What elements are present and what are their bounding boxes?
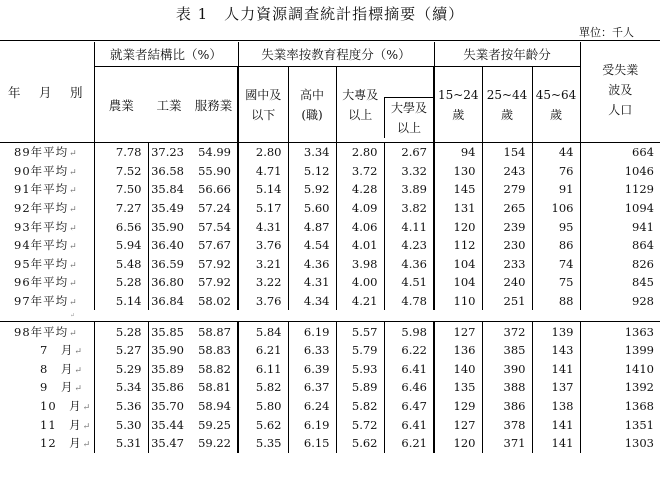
cell-a1524: 127	[434, 322, 482, 341]
cell-a2544: 240	[482, 273, 532, 292]
cell-agri: 5.48	[94, 255, 148, 274]
header-affected-line1: 波及	[608, 83, 633, 97]
cell-ind: 35.70	[148, 397, 190, 416]
cell-ind: 37.23	[148, 143, 190, 162]
row-marker: ↵	[69, 223, 78, 234]
row-label	[0, 415, 94, 434]
cell-senior: 5.92	[288, 180, 336, 199]
cell-affected: 1129	[580, 180, 660, 199]
header-college-line1: 大專及	[342, 87, 379, 102]
cell-agri: 5.31	[94, 434, 148, 453]
cell-junior: 5.80	[238, 397, 288, 416]
row-marker: ↵	[69, 242, 78, 253]
cell-college: 4.00	[336, 273, 384, 292]
cell-ind: 36.40	[148, 236, 190, 255]
row-label	[0, 143, 94, 162]
cell-serv: 55.90	[198, 163, 231, 178]
cell-a1524: 112	[434, 236, 482, 255]
cell-agri: 5.28	[94, 322, 148, 341]
cell-a2544: 372	[482, 322, 532, 341]
cell-junior: 5.84	[238, 322, 288, 341]
cell-a4564: 139	[532, 322, 580, 341]
cell-ind: 35.47	[148, 434, 190, 453]
cell-univ: 6.41	[384, 415, 434, 434]
cell-a1524: 127	[434, 415, 482, 434]
header-age2-line1: 25~44	[486, 87, 528, 102]
table-row	[0, 397, 660, 416]
cell-a4564: 44	[532, 143, 580, 162]
cell-a2544: 154	[482, 143, 532, 162]
cell-senior: 5.60	[288, 199, 336, 218]
cell-a1524: 135	[434, 378, 482, 397]
cell-serv: 59.25	[198, 417, 231, 432]
cell-affected: 1392	[580, 378, 660, 397]
table-row	[0, 180, 660, 199]
cell-junior: 3.22	[238, 273, 288, 292]
statistics-table	[0, 40, 660, 453]
cell-college: 5.72	[336, 415, 384, 434]
row-marker: ↵	[74, 365, 83, 376]
header-junior-line2: 以下	[251, 107, 276, 122]
cell-junior: 3.21	[238, 255, 288, 274]
cell-agri: 7.52	[94, 162, 148, 181]
row-label-text: 98年平均	[14, 324, 69, 339]
cell-a1524: 131	[434, 199, 482, 218]
cell-a2544: 388	[482, 378, 532, 397]
cell-univ: 6.46	[384, 378, 434, 397]
cell-ind: 36.58	[148, 162, 190, 181]
header-age1-line1: 15~24	[437, 87, 479, 102]
cell-ind: 36.84	[148, 292, 190, 311]
cell-a2544: 390	[482, 360, 532, 379]
header-unemployed-by-age: 失業者按年齡分	[434, 42, 580, 67]
row-marker: ↵	[74, 347, 83, 358]
row-marker: ↵	[74, 384, 83, 395]
table-row	[0, 255, 660, 274]
cell-junior: 3.76	[238, 292, 288, 311]
table-body	[0, 143, 660, 453]
row-label	[0, 217, 94, 236]
cell-a2544: 385	[482, 341, 532, 360]
cell-serv: 57.92	[198, 275, 231, 290]
table-row	[0, 162, 660, 181]
cell-college: 5.79	[336, 341, 384, 360]
header-age-25-44	[482, 67, 532, 143]
cell-senior: 6.19	[288, 322, 336, 341]
row-label-text: 89年平均	[14, 145, 69, 160]
row-marker: ↵	[82, 421, 92, 432]
cell-serv: 58.94	[198, 399, 231, 414]
cell-affected: 1046	[580, 162, 660, 181]
table-row	[0, 217, 660, 236]
cell-agri: 7.78	[94, 143, 148, 162]
cell-college: 4.01	[336, 236, 384, 255]
cell-senior: 4.54	[288, 236, 336, 255]
row-label-text: 95年平均	[14, 256, 69, 271]
table-row	[0, 378, 660, 397]
cell-ind: 35.44	[148, 415, 190, 434]
row-label	[0, 180, 94, 199]
cell-a4564: 95	[532, 217, 580, 236]
header-age3-line1: 45~64	[535, 87, 577, 102]
table-row	[0, 199, 660, 218]
header-age-45-64	[532, 67, 580, 143]
cell-college: 5.89	[336, 378, 384, 397]
header-affected-line0: 受失業	[602, 63, 639, 77]
row-label-text: 12 月	[40, 436, 82, 451]
row-label	[0, 236, 94, 255]
table-row	[0, 322, 660, 341]
cell-affected: 1094	[580, 199, 660, 218]
row-marker: ↵	[69, 167, 78, 178]
cell-ind: 35.49	[148, 199, 190, 218]
cell-agri: 5.34	[94, 378, 148, 397]
row-marker: ↵	[69, 205, 78, 216]
cell-affected: 941	[580, 217, 660, 236]
cell-serv: 58.87	[198, 324, 231, 339]
cell-univ: 3.89	[384, 180, 434, 199]
cell-affected: 664	[580, 143, 660, 162]
cell-univ: 4.51	[384, 273, 434, 292]
cell-affected: 1303	[580, 434, 660, 453]
table-row	[0, 415, 660, 434]
cell-senior: 4.31	[288, 273, 336, 292]
table-row	[0, 360, 660, 379]
cell-a1524: 136	[434, 341, 482, 360]
row-label	[0, 255, 94, 274]
cell-a2544: 230	[482, 236, 532, 255]
cell-a1524: 130	[434, 162, 482, 181]
cell-serv: 58.02	[198, 294, 231, 309]
cell-affected: 1399	[580, 341, 660, 360]
section-gap-row	[0, 310, 660, 322]
cell-ind: 35.86	[148, 378, 190, 397]
cell-univ: 3.82	[384, 199, 434, 218]
cell-senior: 6.24	[288, 397, 336, 416]
row-label	[0, 199, 94, 218]
unit-label: 單位：千人	[579, 26, 634, 39]
cell-ind: 36.80	[148, 273, 190, 292]
cell-serv: 54.99	[190, 143, 238, 162]
header-agriculture: 農業	[94, 67, 148, 143]
cell-college: 5.62	[336, 434, 384, 453]
row-label	[0, 273, 94, 292]
cell-a2544: 233	[482, 255, 532, 274]
row-label	[0, 378, 94, 397]
cell-junior: 2.80	[238, 143, 288, 162]
cell-ind: 35.85	[148, 322, 190, 341]
cell-a4564: 76	[532, 162, 580, 181]
cell-serv: 58.82	[198, 361, 231, 376]
cell-college: 5.93	[336, 360, 384, 379]
row-marker: ↵	[82, 440, 92, 451]
header-services: 服務業	[194, 97, 233, 113]
row-label	[0, 162, 94, 181]
row-label-text: 7 月	[40, 343, 74, 358]
cell-serv: 59.22	[198, 436, 231, 451]
cell-senior: 4.36	[288, 255, 336, 274]
cell-univ: 4.23	[384, 236, 434, 255]
row-marker: ↵	[69, 186, 78, 197]
table-header	[0, 41, 660, 143]
cell-a2544: 378	[482, 415, 532, 434]
cell-ind: 35.84	[148, 180, 190, 199]
cell-a1524: 120	[434, 434, 482, 453]
header-age-15-24	[434, 67, 482, 143]
cell-serv: 57.67	[198, 238, 231, 253]
cell-senior: 4.87	[288, 217, 336, 236]
cell-senior: 6.37	[288, 378, 336, 397]
row-label-text: 8 月	[40, 361, 74, 376]
cell-junior: 5.62	[238, 415, 288, 434]
cell-junior: 6.11	[238, 360, 288, 379]
cell-ind: 35.90	[148, 217, 190, 236]
cell-a4564: 137	[532, 378, 580, 397]
row-label	[0, 322, 94, 341]
cell-serv: 56.66	[198, 182, 231, 197]
row-label-text: 92年平均	[14, 201, 69, 216]
cell-agri: 6.56	[94, 217, 148, 236]
cell-senior: 6.19	[288, 415, 336, 434]
cell-a1524: 145	[434, 180, 482, 199]
header-junior-high	[238, 67, 288, 143]
gap-marker: ↵	[0, 310, 660, 322]
cell-junior: 5.17	[238, 199, 288, 218]
table-title: 表 1 人力資源調查統計指標摘要（續）	[175, 5, 465, 23]
row-marker: ↵	[69, 279, 78, 290]
cell-a2544: 243	[482, 162, 532, 181]
row-marker: ↵	[69, 328, 78, 339]
cell-univ: 6.41	[384, 360, 434, 379]
header-senior-line2: (職)	[301, 107, 323, 122]
cell-serv: 57.54	[198, 219, 231, 234]
cell-affected: 1410	[580, 360, 660, 379]
row-label-text: 93年平均	[14, 219, 69, 234]
cell-junior: 5.35	[238, 434, 288, 453]
cell-senior: 6.39	[288, 360, 336, 379]
row-label-text: 11 月	[40, 417, 82, 432]
cell-agri: 7.50	[94, 180, 148, 199]
cell-univ: 4.11	[384, 217, 434, 236]
header-senior-line1: 高中	[299, 87, 324, 102]
header-age3-line2: 歲	[549, 107, 562, 122]
cell-affected: 864	[580, 236, 660, 255]
cell-a2544: 265	[482, 199, 532, 218]
header-college-line2: 以上	[348, 107, 373, 122]
header-affected-line2: 人口	[608, 103, 633, 117]
row-marker: ↵	[69, 298, 78, 309]
table-row	[0, 434, 660, 453]
row-label-text: 10 月	[40, 399, 82, 414]
cell-serv: 58.81	[198, 380, 231, 395]
row-label	[0, 397, 94, 416]
row-label-text: 94年平均	[14, 238, 69, 253]
cell-a4564: 138	[532, 397, 580, 416]
header-junior-line1: 國中及	[245, 87, 282, 102]
cell-senior: 5.12	[288, 162, 336, 181]
row-marker: ↵	[69, 260, 78, 271]
cell-a4564: 106	[532, 199, 580, 218]
cell-college: 5.82	[336, 397, 384, 416]
cell-senior: 3.34	[288, 143, 336, 162]
table-row	[0, 236, 660, 255]
cell-college: 4.28	[336, 180, 384, 199]
cell-affected: 928	[580, 292, 660, 311]
statistics-table-frame	[0, 40, 654, 494]
header-unemployment-by-education: 失業率按教育程度分（%）	[238, 42, 434, 67]
cell-a4564: 75	[532, 273, 580, 292]
table-row	[0, 143, 660, 162]
cell-serv: 58.83	[198, 343, 231, 358]
cell-college: 3.72	[336, 162, 384, 181]
row-marker: ↵	[82, 403, 92, 414]
header-college	[336, 67, 384, 143]
cell-a1524: 94	[434, 143, 482, 162]
cell-univ: 3.32	[384, 162, 434, 181]
cell-a4564: 91	[532, 180, 580, 199]
cell-senior: 6.15	[288, 434, 336, 453]
cell-college: 4.06	[336, 217, 384, 236]
cell-agri: 5.30	[94, 415, 148, 434]
cell-affected: 826	[580, 255, 660, 274]
row-label	[0, 360, 94, 379]
cell-affected: 845	[580, 273, 660, 292]
cell-agri: 5.14	[94, 292, 148, 311]
cell-college: 2.80	[336, 143, 384, 162]
cell-a4564: 86	[532, 236, 580, 255]
row-label	[0, 292, 94, 311]
cell-a1524: 110	[434, 292, 482, 311]
cell-junior: 4.71	[238, 162, 288, 181]
cell-agri: 5.28	[94, 273, 148, 292]
cell-a1524: 120	[434, 217, 482, 236]
cell-senior: 6.33	[288, 341, 336, 360]
header-affected-population	[580, 42, 660, 143]
cell-serv: 57.92	[198, 256, 231, 271]
cell-a4564: 141	[532, 360, 580, 379]
cell-univ: 2.67	[384, 143, 434, 162]
cell-junior: 5.82	[238, 378, 288, 397]
cell-ind: 35.90	[148, 341, 190, 360]
row-label-text: 91年平均	[14, 182, 69, 197]
cell-college: 3.98	[336, 255, 384, 274]
cell-junior: 4.31	[238, 217, 288, 236]
cell-serv: 57.24	[198, 201, 231, 216]
header-employment-structure: 就業者結構比（%）	[94, 42, 238, 67]
cell-college: 5.57	[336, 322, 384, 341]
cell-ind: 35.89	[148, 360, 190, 379]
cell-univ: 6.22	[384, 341, 434, 360]
header-age1-line2: 歲	[452, 107, 465, 122]
cell-a1524: 140	[434, 360, 482, 379]
row-label-text: 97年平均	[14, 294, 69, 309]
cell-a1524: 129	[434, 397, 482, 416]
cell-a1524: 104	[434, 255, 482, 274]
cell-affected: 1368	[580, 397, 660, 416]
cell-agri: 7.27	[94, 199, 148, 218]
cell-a4564: 74	[532, 255, 580, 274]
header-industry: 工業	[156, 97, 182, 113]
row-marker: ↵	[69, 149, 78, 160]
cell-senior: 4.34	[288, 292, 336, 311]
cell-a4564: 141	[532, 415, 580, 434]
cell-a4564: 88	[532, 292, 580, 311]
cell-agri: 5.36	[94, 397, 148, 416]
cell-univ: 4.78	[384, 292, 434, 311]
cell-univ: 6.47	[384, 397, 434, 416]
header-univ-line2: 以上	[396, 121, 421, 135]
cell-junior: 3.76	[238, 236, 288, 255]
cell-a2544: 371	[482, 434, 532, 453]
cell-affected: 1363	[580, 322, 660, 341]
cell-junior: 6.21	[238, 341, 288, 360]
cell-ind: 36.59	[148, 255, 190, 274]
cell-junior: 5.14	[238, 180, 288, 199]
row-label	[0, 341, 94, 360]
cell-a2544: 251	[482, 292, 532, 311]
table-row	[0, 292, 660, 311]
cell-college: 4.09	[336, 199, 384, 218]
cell-univ: 5.98	[384, 322, 434, 341]
cell-a2544: 386	[482, 397, 532, 416]
cell-a1524: 104	[434, 273, 482, 292]
row-label-text: 90年平均	[14, 163, 69, 178]
cell-agri: 5.29	[94, 360, 148, 379]
cell-a4564: 143	[532, 341, 580, 360]
row-label-text: 9 月	[40, 380, 74, 395]
cell-affected: 1351	[580, 415, 660, 434]
table-row	[0, 273, 660, 292]
cell-univ: 4.36	[384, 255, 434, 274]
row-label-text: 96年平均	[14, 275, 69, 290]
header-university-box	[384, 97, 433, 138]
header-year-month: 年 月 別	[7, 85, 86, 100]
header-age2-line2: 歲	[500, 107, 513, 122]
cell-univ: 6.21	[384, 434, 434, 453]
row-label	[0, 434, 94, 453]
cell-agri: 5.27	[94, 341, 148, 360]
cell-a4564: 141	[532, 434, 580, 453]
cell-college: 4.21	[336, 292, 384, 311]
cell-agri: 5.94	[94, 236, 148, 255]
cell-a2544: 239	[482, 217, 532, 236]
header-senior-high	[288, 67, 336, 143]
table-row	[0, 341, 660, 360]
header-univ-line1: 大學及	[390, 101, 427, 115]
header-university	[384, 67, 434, 143]
cell-a2544: 279	[482, 180, 532, 199]
